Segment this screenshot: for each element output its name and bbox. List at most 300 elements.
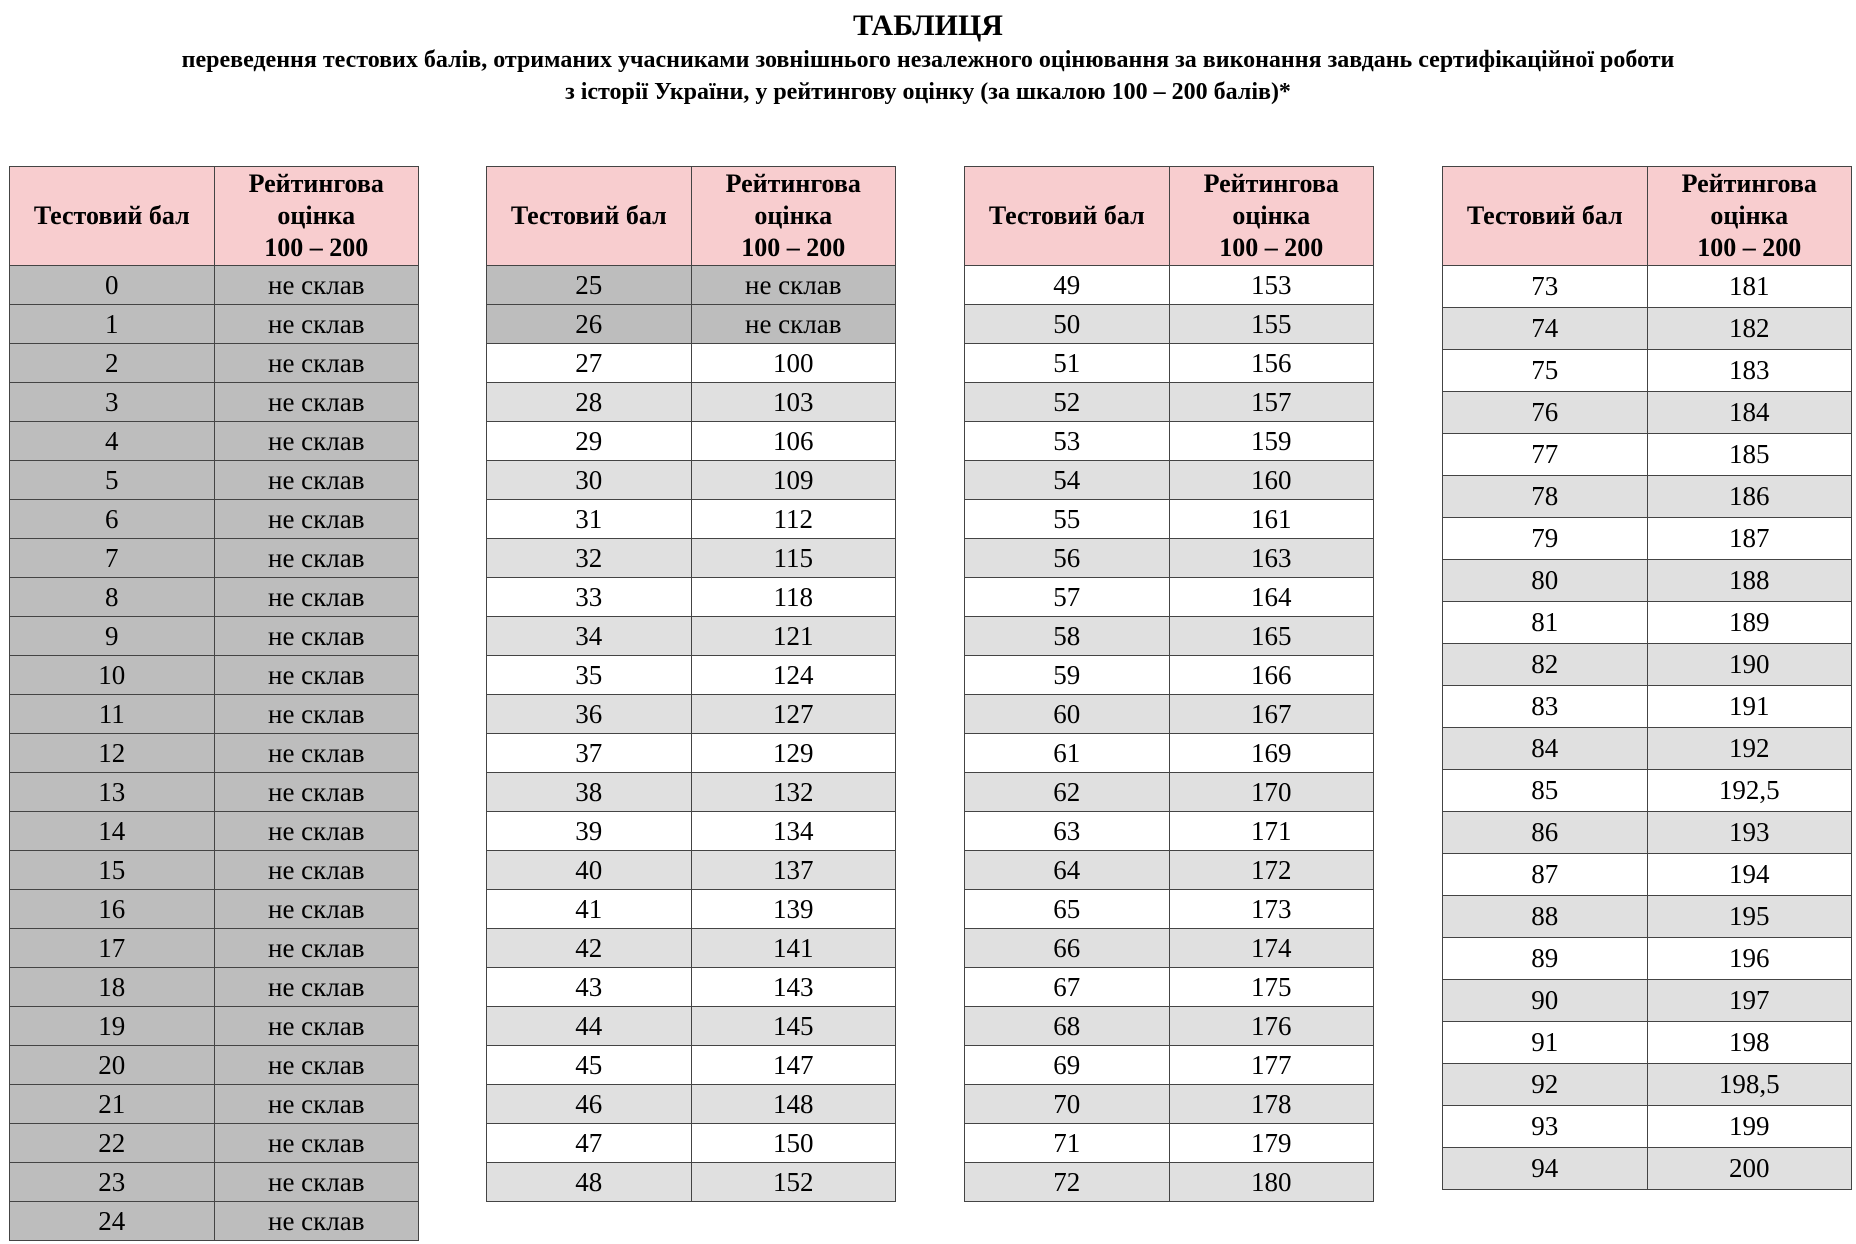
subtitle-line-1: переведення тестових балів, отриманих учасниками зовнішнього незалежного оцінювання за виконання завдань сертифікаційної роботи: [181, 47, 1675, 73]
table-row: [10, 500, 419, 539]
cell-test-score: 80: [1443, 560, 1648, 602]
cell-rating: 170: [1169, 773, 1374, 812]
header-rating-line-2: оцінка: [277, 201, 356, 230]
table-row: [10, 1007, 419, 1046]
cell-test-score: 34: [487, 617, 692, 656]
table-row: [1443, 812, 1852, 854]
table-row: [1443, 392, 1852, 434]
cell-test-score: 94: [1443, 1148, 1648, 1190]
cell-rating: 145: [691, 1007, 896, 1046]
cell-rating: 127: [691, 695, 896, 734]
cell-rating: не склав: [214, 695, 419, 734]
cell-rating: 150: [691, 1124, 896, 1163]
cell-rating: 174: [1169, 929, 1374, 968]
cell-rating: не склав: [214, 266, 419, 305]
table-header-row: [1443, 167, 1852, 266]
cell-test-score: 50: [965, 305, 1170, 344]
table-row: [487, 461, 896, 500]
header-test-score-label: Тестовий бал: [510, 201, 667, 230]
table-row: [965, 1085, 1374, 1124]
header-test-score: [10, 167, 215, 266]
table-row: [965, 656, 1374, 695]
header-rating-line-1: Рейтингова: [725, 169, 861, 198]
cell-rating: 179: [1169, 1124, 1374, 1163]
cell-rating: 189: [1647, 602, 1852, 644]
table-row: [1443, 644, 1852, 686]
cell-rating: 100: [691, 344, 896, 383]
cell-test-score: 1: [10, 305, 215, 344]
table-row: [1443, 1106, 1852, 1148]
cell-rating: 109: [691, 461, 896, 500]
cell-test-score: 58: [965, 617, 1170, 656]
table-header-row: [487, 167, 896, 266]
cell-rating: 115: [691, 539, 896, 578]
table-row: [1443, 518, 1852, 560]
cell-rating: не склав: [214, 1202, 419, 1241]
cell-rating: 153: [1169, 266, 1374, 305]
cell-rating: 193: [1647, 812, 1852, 854]
cell-test-score: 76: [1443, 392, 1648, 434]
table-row: [10, 695, 419, 734]
cell-test-score: 4: [10, 422, 215, 461]
cell-rating: 160: [1169, 461, 1374, 500]
table-row: [1443, 1064, 1852, 1106]
table-row: [965, 461, 1374, 500]
cell-rating: 182: [1647, 308, 1852, 350]
cell-rating: 172: [1169, 851, 1374, 890]
cell-test-score: 44: [487, 1007, 692, 1046]
cell-test-score: 36: [487, 695, 692, 734]
cell-test-score: 77: [1443, 434, 1648, 476]
cell-test-score: 48: [487, 1163, 692, 1202]
cell-test-score: 90: [1443, 980, 1648, 1022]
header-rating-line-3: 100 – 200: [264, 233, 369, 262]
cell-rating: 180: [1169, 1163, 1374, 1202]
cell-test-score: 9: [10, 617, 215, 656]
table-row: [10, 929, 419, 968]
cell-rating: не склав: [691, 266, 896, 305]
cell-test-score: 15: [10, 851, 215, 890]
cell-test-score: 30: [487, 461, 692, 500]
table-row: [487, 734, 896, 773]
table-row: [1443, 1022, 1852, 1064]
cell-test-score: 16: [10, 890, 215, 929]
cell-rating: 187: [1647, 518, 1852, 560]
cell-rating: 124: [691, 656, 896, 695]
cell-rating: 169: [1169, 734, 1374, 773]
cell-rating: 194: [1647, 854, 1852, 896]
cell-test-score: 20: [10, 1046, 215, 1085]
cell-test-score: 47: [487, 1124, 692, 1163]
cell-rating: не склав: [214, 305, 419, 344]
cell-rating: 148: [691, 1085, 896, 1124]
header-rating-line-3: 100 – 200: [1219, 233, 1324, 262]
cell-test-score: 6: [10, 500, 215, 539]
cell-test-score: 18: [10, 968, 215, 1007]
cell-test-score: 7: [10, 539, 215, 578]
table-row: [10, 578, 419, 617]
cell-test-score: 71: [965, 1124, 1170, 1163]
table-row: [1443, 560, 1852, 602]
cell-test-score: 81: [1443, 602, 1648, 644]
cell-rating: 197: [1647, 980, 1852, 1022]
header-test-score-label: Тестовий бал: [988, 201, 1145, 230]
cell-test-score: 74: [1443, 308, 1648, 350]
table-row: [10, 1046, 419, 1085]
cell-rating: 181: [1647, 266, 1852, 308]
cell-test-score: 25: [487, 266, 692, 305]
cell-rating: не склав: [214, 656, 419, 695]
cell-rating: 156: [1169, 344, 1374, 383]
cell-test-score: 68: [965, 1007, 1170, 1046]
conversion-table-3: [964, 166, 1374, 1202]
table-row: [487, 1046, 896, 1085]
table-row: [487, 929, 896, 968]
cell-test-score: 24: [10, 1202, 215, 1241]
table-row: [10, 1163, 419, 1202]
cell-rating: 186: [1647, 476, 1852, 518]
cell-test-score: 59: [965, 656, 1170, 695]
cell-test-score: 62: [965, 773, 1170, 812]
cell-rating: 196: [1647, 938, 1852, 980]
table-row: [965, 617, 1374, 656]
cell-test-score: 31: [487, 500, 692, 539]
cell-rating: не склав: [214, 383, 419, 422]
cell-rating: не склав: [214, 422, 419, 461]
table-row: [965, 734, 1374, 773]
table-row: [1443, 896, 1852, 938]
cell-test-score: 19: [10, 1007, 215, 1046]
table-row: [10, 422, 419, 461]
cell-rating: 178: [1169, 1085, 1374, 1124]
cell-test-score: 86: [1443, 812, 1648, 854]
header-rating-line-3: 100 – 200: [741, 233, 846, 262]
header-test-score-label: Тестовий бал: [33, 201, 190, 230]
cell-rating: не склав: [691, 305, 896, 344]
cell-rating: 141: [691, 929, 896, 968]
cell-rating: 121: [691, 617, 896, 656]
cell-rating: 139: [691, 890, 896, 929]
table-row: [10, 851, 419, 890]
cell-rating: 177: [1169, 1046, 1374, 1085]
cell-test-score: 40: [487, 851, 692, 890]
cell-test-score: 92: [1443, 1064, 1648, 1106]
cell-rating: 173: [1169, 890, 1374, 929]
cell-rating: 106: [691, 422, 896, 461]
cell-rating: не склав: [214, 1007, 419, 1046]
cell-rating: 188: [1647, 560, 1852, 602]
cell-test-score: 32: [487, 539, 692, 578]
cell-rating: не склав: [214, 812, 419, 851]
table-row: [965, 890, 1374, 929]
cell-rating: 132: [691, 773, 896, 812]
table-row: [487, 539, 896, 578]
cell-rating: 118: [691, 578, 896, 617]
cell-rating: не склав: [214, 461, 419, 500]
cell-test-score: 23: [10, 1163, 215, 1202]
cell-test-score: 70: [965, 1085, 1170, 1124]
table-row: [1443, 350, 1852, 392]
table-row: [965, 968, 1374, 1007]
cell-rating: не склав: [214, 968, 419, 1007]
header-rating: [1647, 167, 1852, 266]
table-row: [10, 305, 419, 344]
table-row: [965, 266, 1374, 305]
table-row: [10, 1124, 419, 1163]
table-row: [487, 851, 896, 890]
cell-test-score: 79: [1443, 518, 1648, 560]
cell-rating: 134: [691, 812, 896, 851]
cell-test-score: 54: [965, 461, 1170, 500]
cell-test-score: 35: [487, 656, 692, 695]
table-row: [1443, 308, 1852, 350]
table-row: [10, 461, 419, 500]
cell-rating: 192: [1647, 728, 1852, 770]
cell-test-score: 52: [965, 383, 1170, 422]
table-row: [10, 890, 419, 929]
table-row: [1443, 602, 1852, 644]
table-row: [1443, 476, 1852, 518]
cell-test-score: 82: [1443, 644, 1648, 686]
cell-rating: не склав: [214, 851, 419, 890]
cell-test-score: 51: [965, 344, 1170, 383]
table-row: [965, 578, 1374, 617]
cell-rating: 152: [691, 1163, 896, 1202]
header-test-score: [1443, 167, 1648, 266]
table-row: [487, 266, 896, 305]
cell-test-score: 3: [10, 383, 215, 422]
table-row: [10, 773, 419, 812]
table-row: [487, 1085, 896, 1124]
subtitle-line-2: з історії України, у рейтингову оцінку (за шкалою 100 – 200 балів)*: [565, 79, 1291, 105]
cell-test-score: 57: [965, 578, 1170, 617]
cell-test-score: 75: [1443, 350, 1648, 392]
cell-rating: 183: [1647, 350, 1852, 392]
table-row: [965, 1124, 1374, 1163]
table-row: [487, 695, 896, 734]
table-row: [487, 383, 896, 422]
table-row: [487, 344, 896, 383]
table-row: [487, 500, 896, 539]
header-rating-line-1: Рейтингова: [1681, 169, 1817, 198]
cell-rating: не склав: [214, 773, 419, 812]
table-row: [10, 383, 419, 422]
header-rating-line-3: 100 – 200: [1697, 233, 1802, 262]
cell-rating: 147: [691, 1046, 896, 1085]
cell-test-score: 33: [487, 578, 692, 617]
header-test-score: [487, 167, 692, 266]
header-rating-line-2: оцінка: [1232, 201, 1311, 230]
header-rating: [691, 167, 896, 266]
cell-test-score: 67: [965, 968, 1170, 1007]
cell-test-score: 49: [965, 266, 1170, 305]
cell-rating: 191: [1647, 686, 1852, 728]
cell-rating: не склав: [214, 1085, 419, 1124]
conversion-table-1: [9, 166, 419, 1241]
cell-rating: 198: [1647, 1022, 1852, 1064]
table-row: [487, 1007, 896, 1046]
cell-rating: 200: [1647, 1148, 1852, 1190]
cell-rating: не склав: [214, 1124, 419, 1163]
table-row: [487, 773, 896, 812]
header-rating: [1169, 167, 1374, 266]
cell-test-score: 84: [1443, 728, 1648, 770]
cell-rating: 171: [1169, 812, 1374, 851]
table-row: [487, 578, 896, 617]
cell-test-score: 26: [487, 305, 692, 344]
cell-test-score: 8: [10, 578, 215, 617]
cell-rating: не склав: [214, 344, 419, 383]
cell-test-score: 89: [1443, 938, 1648, 980]
cell-rating: не склав: [214, 617, 419, 656]
cell-rating: не склав: [214, 929, 419, 968]
header-rating-line-2: оцінка: [1710, 201, 1789, 230]
table-row: [965, 1007, 1374, 1046]
cell-rating: не склав: [214, 500, 419, 539]
table-row: [965, 1163, 1374, 1202]
page-title: ТАБЛИЦЯ: [853, 9, 1003, 42]
document-title-block: [0, 8, 1856, 108]
cell-rating: 184: [1647, 392, 1852, 434]
cell-rating: 175: [1169, 968, 1374, 1007]
cell-test-score: 93: [1443, 1106, 1648, 1148]
table-header-row: [965, 167, 1374, 266]
table-row: [10, 812, 419, 851]
cell-rating: 137: [691, 851, 896, 890]
table-row: [10, 734, 419, 773]
table-row: [965, 695, 1374, 734]
cell-test-score: 66: [965, 929, 1170, 968]
cell-test-score: 63: [965, 812, 1170, 851]
cell-rating: 112: [691, 500, 896, 539]
table-row: [965, 929, 1374, 968]
cell-test-score: 56: [965, 539, 1170, 578]
cell-rating: 185: [1647, 434, 1852, 476]
cell-test-score: 41: [487, 890, 692, 929]
cell-rating: не склав: [214, 734, 419, 773]
cell-test-score: 45: [487, 1046, 692, 1085]
cell-rating: 143: [691, 968, 896, 1007]
cell-test-score: 72: [965, 1163, 1170, 1202]
cell-test-score: 83: [1443, 686, 1648, 728]
table-row: [487, 1163, 896, 1202]
cell-rating: 199: [1647, 1106, 1852, 1148]
table-row: [10, 539, 419, 578]
table-row: [1443, 728, 1852, 770]
cell-rating: 129: [691, 734, 896, 773]
table-row: [965, 383, 1374, 422]
cell-test-score: 39: [487, 812, 692, 851]
cell-rating: 198,5: [1647, 1064, 1852, 1106]
table-row: [965, 1046, 1374, 1085]
conversion-table-4: [1442, 166, 1852, 1190]
cell-test-score: 60: [965, 695, 1170, 734]
cell-test-score: 0: [10, 266, 215, 305]
cell-test-score: 13: [10, 773, 215, 812]
table-row: [487, 890, 896, 929]
cell-test-score: 5: [10, 461, 215, 500]
table-row: [487, 812, 896, 851]
cell-test-score: 21: [10, 1085, 215, 1124]
table-row: [10, 656, 419, 695]
table-row: [487, 305, 896, 344]
cell-test-score: 14: [10, 812, 215, 851]
table-row: [965, 422, 1374, 461]
table-row: [487, 656, 896, 695]
table-row: [10, 1202, 419, 1241]
cell-test-score: 42: [487, 929, 692, 968]
cell-rating: 157: [1169, 383, 1374, 422]
cell-test-score: 88: [1443, 896, 1648, 938]
table-row: [487, 617, 896, 656]
table-row: [1443, 686, 1852, 728]
table-row: [487, 1124, 896, 1163]
table-row: [10, 344, 419, 383]
cell-rating: 159: [1169, 422, 1374, 461]
cell-test-score: 46: [487, 1085, 692, 1124]
header-rating-line-2: оцінка: [754, 201, 833, 230]
cell-rating: не склав: [214, 890, 419, 929]
cell-rating: 165: [1169, 617, 1374, 656]
cell-rating: 195: [1647, 896, 1852, 938]
table-row: [10, 968, 419, 1007]
cell-rating: 167: [1169, 695, 1374, 734]
header-test-score-label: Тестовий бал: [1466, 201, 1623, 230]
cell-test-score: 43: [487, 968, 692, 1007]
cell-test-score: 28: [487, 383, 692, 422]
cell-test-score: 2: [10, 344, 215, 383]
table-row: [1443, 434, 1852, 476]
cell-rating: 103: [691, 383, 896, 422]
cell-rating: не склав: [214, 1163, 419, 1202]
table-row: [1443, 854, 1852, 896]
cell-test-score: 55: [965, 500, 1170, 539]
cell-test-score: 27: [487, 344, 692, 383]
cell-rating: не склав: [214, 578, 419, 617]
table-row: [965, 539, 1374, 578]
table-row: [10, 266, 419, 305]
table-row: [1443, 1148, 1852, 1190]
cell-test-score: 38: [487, 773, 692, 812]
header-rating: [214, 167, 419, 266]
cell-rating: 164: [1169, 578, 1374, 617]
header-rating-line-1: Рейтингова: [248, 169, 384, 198]
cell-test-score: 10: [10, 656, 215, 695]
cell-test-score: 64: [965, 851, 1170, 890]
table-row: [487, 422, 896, 461]
header-test-score: [965, 167, 1170, 266]
cell-rating: 161: [1169, 500, 1374, 539]
table-row: [965, 305, 1374, 344]
cell-rating: 176: [1169, 1007, 1374, 1046]
table-row: [965, 500, 1374, 539]
conversion-table-2: [486, 166, 896, 1202]
table-row: [1443, 770, 1852, 812]
cell-test-score: 37: [487, 734, 692, 773]
header-rating-line-1: Рейтингова: [1203, 169, 1339, 198]
cell-test-score: 29: [487, 422, 692, 461]
table-row: [10, 617, 419, 656]
table-row: [1443, 266, 1852, 308]
table-header-row: [10, 167, 419, 266]
table-row: [965, 851, 1374, 890]
cell-test-score: 85: [1443, 770, 1648, 812]
cell-rating: 166: [1169, 656, 1374, 695]
cell-test-score: 53: [965, 422, 1170, 461]
cell-test-score: 61: [965, 734, 1170, 773]
cell-test-score: 87: [1443, 854, 1648, 896]
table-row: [1443, 938, 1852, 980]
